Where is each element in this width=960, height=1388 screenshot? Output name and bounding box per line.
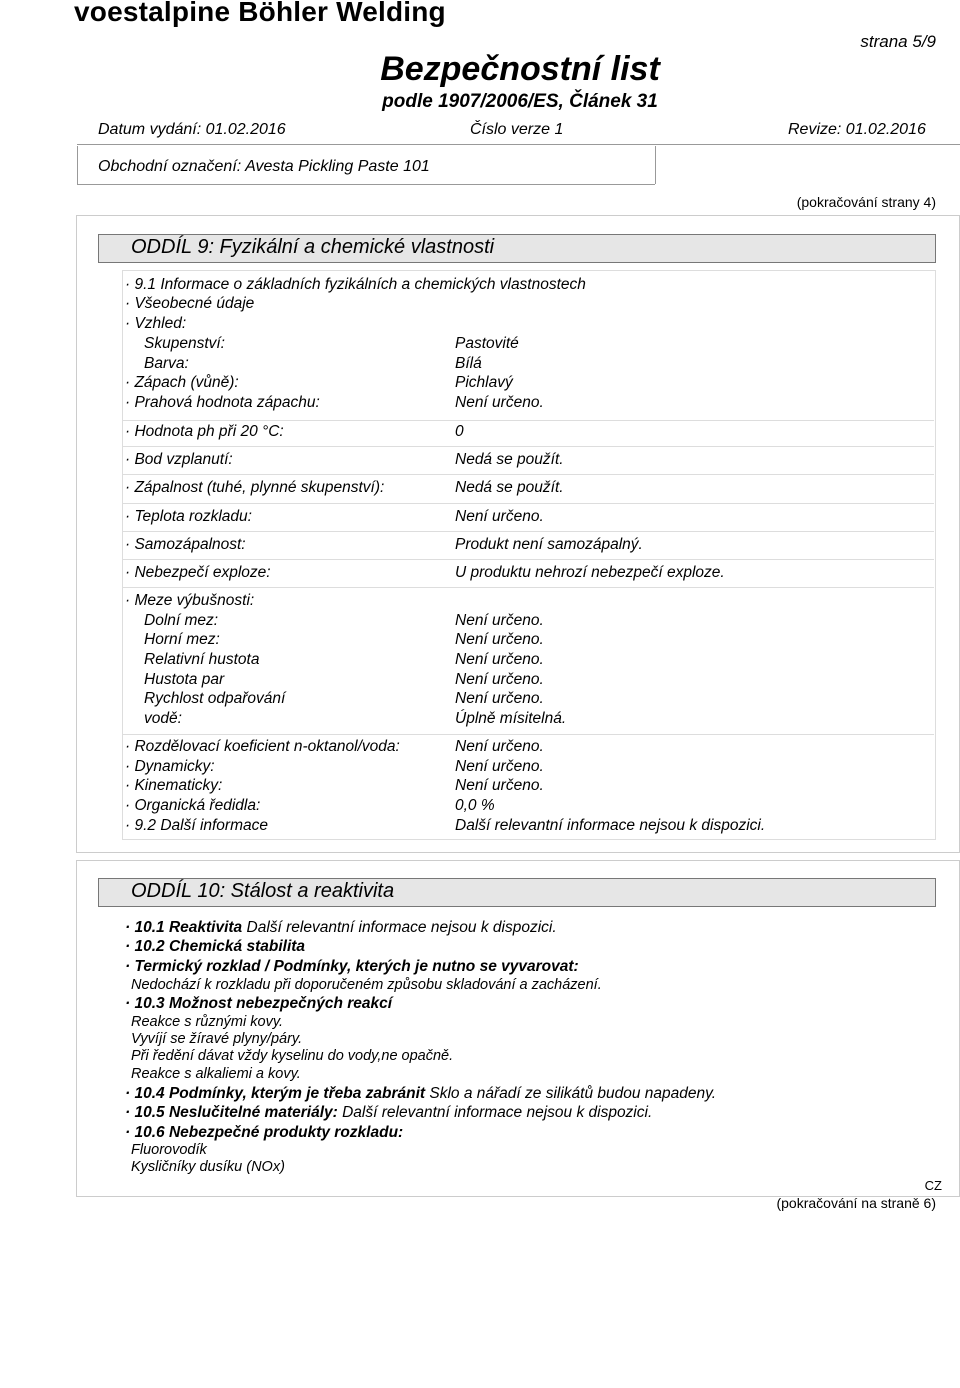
row-separator xyxy=(122,587,934,588)
chemical-stability-label: · 10.2 Chemická stabilita xyxy=(125,938,306,955)
reaction-item: Vyvíjí se žíravé plyny/páry. xyxy=(131,1031,303,1047)
property-value: Nedá se použít. xyxy=(455,451,564,468)
section-10-title: ODDÍL 10: Stálost a reaktivita xyxy=(131,880,395,902)
property-label: · Meze výbušnosti: xyxy=(125,592,255,609)
continued-to: (pokračování na straně 6) xyxy=(776,1195,936,1211)
incompatible-label: · 10.5 Neslučitelné materiály: xyxy=(125,1104,338,1121)
incompatible-line xyxy=(125,1104,652,1122)
document-title: Bezpečnostní list xyxy=(380,50,660,88)
conditions-label: · 10.4 Podmínky, kterým je třeba zabránit xyxy=(125,1085,426,1102)
property-label: Rychlost odpařování xyxy=(144,690,286,707)
property-value: Není určeno. xyxy=(455,631,544,648)
property-value: 0 xyxy=(455,423,464,440)
reactivity-line xyxy=(125,919,557,937)
property-value: Bílá xyxy=(455,355,482,372)
version-number: Číslo verze 1 xyxy=(470,121,564,138)
property-label: · Dynamicky: xyxy=(125,758,215,775)
trade-box-right xyxy=(655,146,656,184)
thermal-decomposition-text: Nedochází k rozkladu při doporučeném způsobu skladování a zacházení. xyxy=(131,977,602,993)
property-label: · Zápalnost (tuhé, plynné skupenství): xyxy=(125,479,385,496)
property-label: · Organická ředidla: xyxy=(125,797,261,814)
reaction-item: Reakce s alkaliemi a kovy. xyxy=(131,1066,301,1082)
trade-name: Obchodní označení: Avesta Pickling Paste 101 xyxy=(98,158,430,175)
property-value: Není určeno. xyxy=(455,612,544,629)
property-label: · 9.1 Informace o základních fyzikálních a chemických vlastnostech xyxy=(125,276,586,293)
section-10-heading xyxy=(98,878,936,907)
property-value: Pichlavý xyxy=(455,374,513,391)
property-value: Není určeno. xyxy=(455,651,544,668)
property-label: Barva: xyxy=(144,355,189,372)
property-label: · Samozápalnost: xyxy=(125,536,246,553)
property-label: · Teplota rozkladu: xyxy=(125,508,252,525)
section-9-heading xyxy=(98,234,936,263)
section-9-title: ODDÍL 9: Fyzikální a chemické vlastnosti xyxy=(131,236,495,258)
conditions-line xyxy=(125,1085,716,1103)
header-divider xyxy=(77,144,960,145)
reaction-item: Při ředění dávat vždy kyselinu do vody,ne opačně. xyxy=(131,1048,454,1064)
property-label: vodě: xyxy=(144,710,182,727)
issue-date: Datum vydání: 01.02.2016 xyxy=(98,121,286,138)
row-separator xyxy=(122,420,934,421)
revision-date: Revize: 01.02.2016 xyxy=(788,121,926,138)
property-value: 0,0 % xyxy=(455,797,495,814)
conditions-text: Sklo a nářadí ze silikátů budou napadeny. xyxy=(429,1085,717,1102)
trade-box-bottom xyxy=(77,184,655,185)
continued-from: (pokračování strany 4) xyxy=(796,194,936,210)
property-value: Není určeno. xyxy=(455,738,544,755)
property-value: Úplně mísitelná. xyxy=(455,710,567,727)
property-value: Produkt není samozápalný. xyxy=(455,536,643,553)
document-subtitle: podle 1907/2006/ES, Článek 31 xyxy=(382,91,658,112)
property-value: Není určeno. xyxy=(455,690,544,707)
decomposition-products-label: · 10.6 Nebezpečné produkty rozkladu: xyxy=(125,1124,404,1141)
property-label: · Vzhled: xyxy=(125,315,187,332)
property-label: Hustota par xyxy=(144,671,225,688)
reactivity-label: · 10.1 Reaktivita xyxy=(125,919,243,936)
row-separator xyxy=(122,446,934,447)
page-number: strana 5/9 xyxy=(860,32,936,51)
property-value: Pastovité xyxy=(455,335,519,352)
row-separator xyxy=(122,503,934,504)
row-separator xyxy=(122,531,934,532)
incompatible-text: Další relevantní informace nejsou k dispozici. xyxy=(342,1104,653,1121)
company-brand: voestalpine Böhler Welding xyxy=(74,0,446,27)
row-separator xyxy=(122,734,934,735)
hazardous-reactions-label: · 10.3 Možnost nebezpečných reakcí xyxy=(125,995,393,1012)
property-label: · Prahová hodnota zápachu: xyxy=(125,394,320,411)
language-code: CZ xyxy=(924,1178,942,1193)
property-label: · Rozdělovací koeficient n-oktanol/voda: xyxy=(125,738,400,755)
decomposition-product: Kysličníky dusíku (NOx) xyxy=(131,1159,285,1175)
thermal-decomposition-label: · Termický rozklad / Podmínky, kterých je nutno se vyvarovat: xyxy=(125,958,579,975)
property-label: Skupenství: xyxy=(144,335,225,352)
property-value: Není určeno. xyxy=(455,394,544,411)
property-label: · Hodnota ph při 20 °C: xyxy=(125,423,284,440)
reaction-item: Reakce s různými kovy. xyxy=(131,1014,284,1030)
property-label: Dolní mez: xyxy=(144,612,219,629)
decomposition-product: Fluorovodík xyxy=(131,1142,207,1158)
property-label: · Všeobecné údaje xyxy=(125,295,255,312)
property-label: Horní mez: xyxy=(144,631,220,648)
row-separator xyxy=(122,474,934,475)
row-separator xyxy=(122,559,934,560)
trade-box-left xyxy=(77,146,78,184)
property-label: · Zápach (vůně): xyxy=(125,374,239,391)
property-label: · Nebezpečí exploze: xyxy=(125,564,271,581)
property-value: Není určeno. xyxy=(455,671,544,688)
property-label: · 9.2 Další informace xyxy=(125,817,268,834)
property-label: Relativní hustota xyxy=(144,651,260,668)
property-value: Není určeno. xyxy=(455,777,544,794)
property-value: Není určeno. xyxy=(455,508,544,525)
property-label: · Kinematicky: xyxy=(125,777,223,794)
property-value: Není určeno. xyxy=(455,758,544,775)
reactivity-text: Další relevantní informace nejsou k dispozici. xyxy=(246,919,557,936)
property-value: Nedá se použít. xyxy=(455,479,564,496)
property-value: U produktu nehrozí nebezpečí exploze. xyxy=(455,564,725,581)
property-value: Další relevantní informace nejsou k dispozici. xyxy=(455,817,766,834)
property-label: · Bod vzplanutí: xyxy=(125,451,233,468)
